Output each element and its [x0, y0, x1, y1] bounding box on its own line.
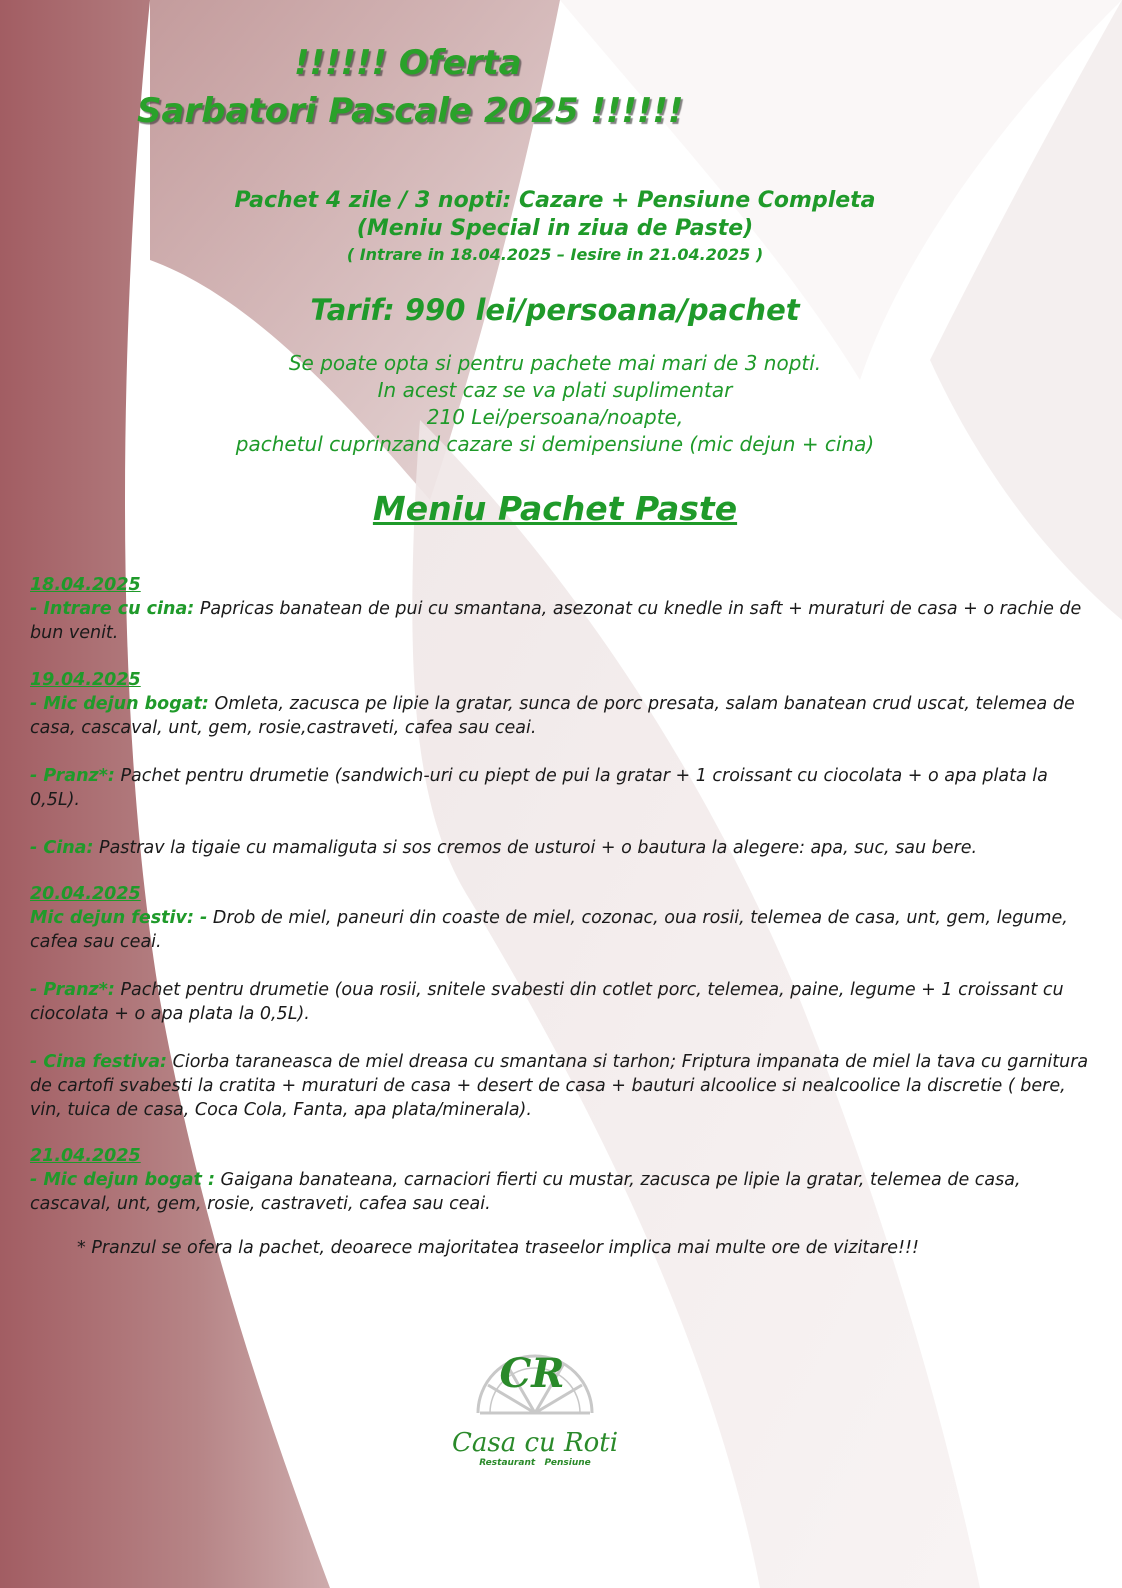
meal-entry [30, 1050, 1090, 1122]
meal-label: - Pranz*: [30, 766, 115, 786]
extra-nights-option [0, 350, 1110, 458]
tarif-price: Tarif: 990 lei/persoana/pachet [310, 293, 800, 327]
meal-text: Pachet pentru drumetie (sandwich-uri cu piept de pui la gratar + 1 croissant cu ciocolata + o apa plata la 0,5L). [30, 766, 1048, 810]
day-block-1 [30, 573, 1090, 645]
day-block-2 [30, 668, 1090, 860]
package-line2: (Meniu Special in ziua de Paste) [356, 216, 754, 241]
lunch-footnote: * Pranzul se ofera la pachet, deoarece majoritatea traseelor implica mai multe ore de vizitare!!! [77, 1238, 920, 1258]
meal-label: - Mic dejun bogat : [30, 1170, 215, 1190]
package-dates: ( Intrare in 18.04.2025 – Iesire in 21.04.2025 ) [346, 245, 764, 264]
day-block-4 [30, 1144, 1090, 1216]
option-line2: In acest caz se va plati suplimentar [377, 378, 733, 402]
meal-text: Papricas banatean de pui cu smantana, asezonat cu knedle in saft + muraturi de casa + o rachie de bun venit. [30, 599, 1082, 643]
meal-label: - Pranz*: [30, 980, 115, 1000]
option-line4: pachetul cuprinzand cazare si demipensiune (mic dejun + cina) [235, 432, 875, 456]
meal-text: Drob de miel, paneuri din coaste de miel, cozonac, oua rosii, telemea de casa, unt, gem, legume, cafea sau ceai. [30, 908, 1068, 952]
meal-label: Mic dejun festiv: - [30, 908, 208, 928]
meal-entry [30, 764, 1090, 812]
meal-text: Gaigana banateana, carnaciori fierti cu mustar, zacusca pe lipie la gratar, telemea de casa, cascaval, unt, gem, rosie, castraveti, cafea sau ceai. [30, 1170, 1021, 1214]
offer-title-line1: !!!!!! Oferta [294, 43, 522, 83]
meal-entry [30, 906, 1090, 954]
day-date: 20.04.2025 [30, 884, 141, 904]
day-date: 21.04.2025 [30, 1146, 141, 1166]
meal-text: Pachet pentru drumetie (oua rosii, snitele svabesti din cotlet porc, telemea, paine, legume + 1 croissant cu ciocolata + o apa plata la 0,5L). [30, 980, 1064, 1024]
day-block-3 [30, 882, 1090, 1122]
offer-title-line2: Sarbatori Pascale 2025 !!!!!! [137, 91, 684, 131]
meal-text: Pastrav la tigaie cu mamaliguta si sos cremos de usturoi + o bautura la alegere: apa, suc, sau bere. [93, 838, 978, 858]
meal-label: - Mic dejun bogat: [30, 694, 209, 714]
meal-label: - Intrare cu cina: [30, 599, 195, 619]
meal-entry [30, 692, 1090, 740]
logo-subtitle: Restaurant Pensiune [479, 1458, 591, 1468]
package-description [0, 187, 1110, 243]
meal-label: - Cina festiva: [30, 1052, 168, 1072]
logo-name: Casa cu Roti [451, 1428, 619, 1458]
meal-text: Omleta, zacusca pe lipie la gratar, sunca de porc presata, salam banatean crud uscat, telemea de casa, cascaval, unt, gem, rosie,castraveti, cafea sau ceai. [30, 694, 1075, 738]
meal-entry [30, 836, 1090, 860]
meal-label: - Cina: [30, 838, 94, 858]
menu-title: Meniu Pachet Paste [372, 489, 738, 528]
meal-entry [30, 1168, 1090, 1216]
day-date: 19.04.2025 [30, 670, 141, 690]
logo-monogram: CR [499, 1350, 565, 1397]
day-date: 18.04.2025 [30, 575, 141, 595]
option-line1: Se poate opta si pentru pachete mai mari de 3 nopti. [288, 351, 822, 375]
meal-entry [30, 978, 1090, 1026]
package-line1: Pachet 4 zile / 3 nopti: Cazare + Pensiune Completa [234, 188, 876, 213]
casa-cu-roti-logo [440, 1335, 630, 1475]
option-line3: 210 Lei/persoana/noapte, [426, 405, 684, 429]
meal-text: Ciorba taraneasca de miel dreasa cu smantana si tarhon; Friptura impanata de miel la tava cu garnitura de cartofi svabesti la cratita + muraturi de casa + desert de casa + bauturi alcoolice si nealcoolice la discretie ( bere, vin, tuica de casa, Coca Cola, Fanta, apa plata/minerala). [30, 1052, 1089, 1120]
meal-entry [30, 597, 1090, 645]
